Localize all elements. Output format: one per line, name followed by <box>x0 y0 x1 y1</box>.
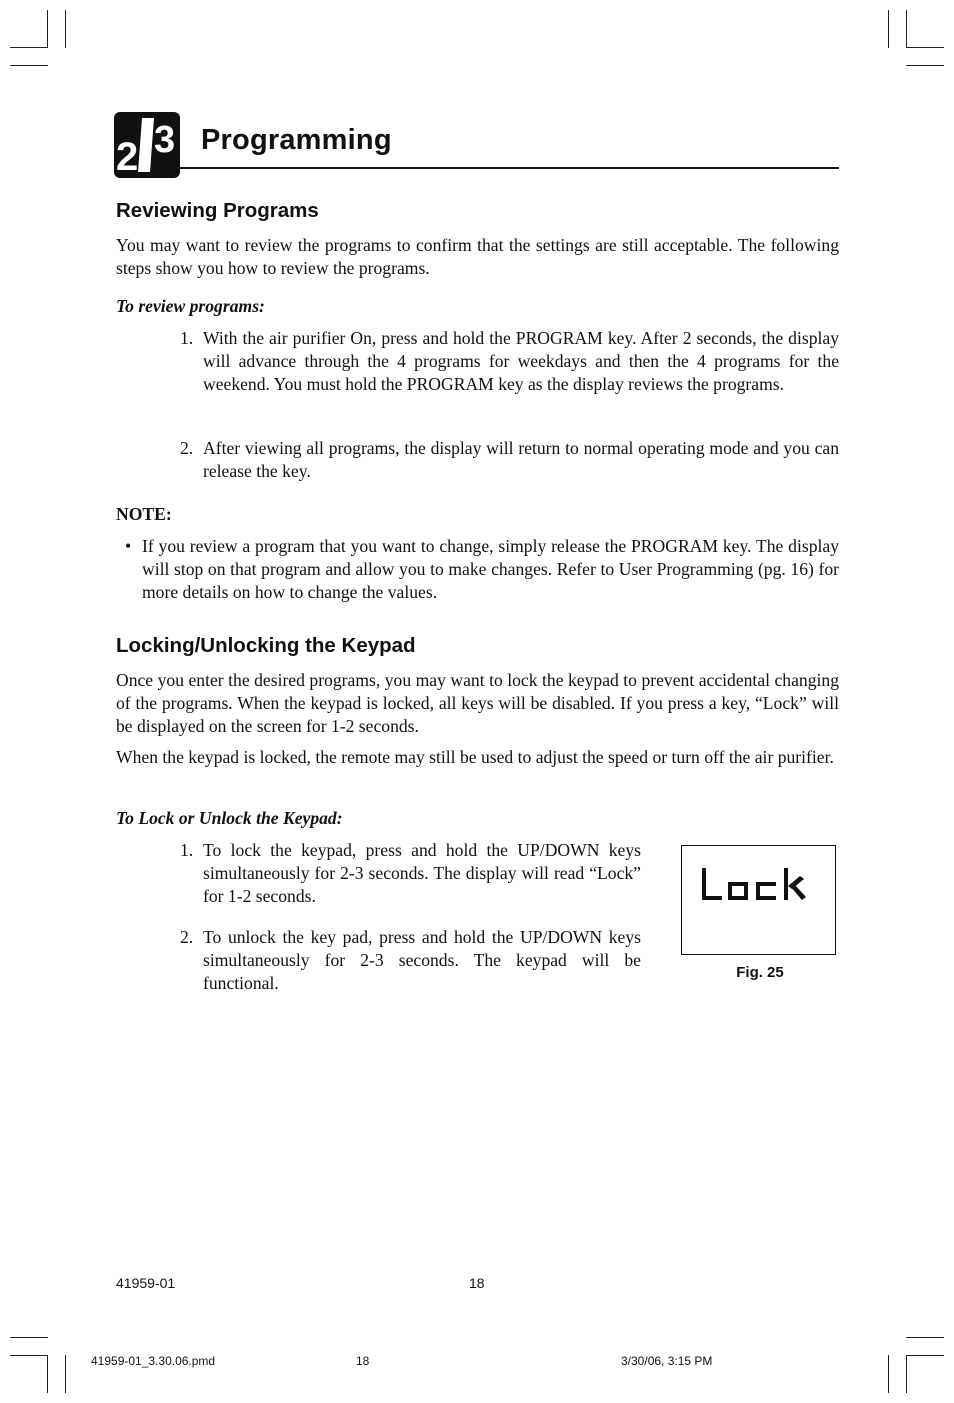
slug-page-number: 18 <box>356 1354 370 1368</box>
lcd-display-figure <box>681 845 836 955</box>
step-number: 2. <box>180 927 194 947</box>
step-text: To unlock the key pad, press and hold the UP/DOWN keys simultaneously for 2-3 seconds. The keypad will be functional. <box>203 927 641 993</box>
locking-para-2: When the keypad is locked, the remote may still be used to adjust the speed or turn off the air purifier. <box>116 747 834 767</box>
slug-date: 3/30/06, 3:15 PM <box>621 1354 713 1368</box>
chapter-digit-right: 3 <box>154 119 176 161</box>
figure-caption: Fig. 25 <box>736 964 784 981</box>
step-text: After viewing all programs, the display will return to normal operating mode and you can release the key. <box>203 438 839 481</box>
review-subheading: To review programs: <box>116 296 265 316</box>
step-number: 1. <box>180 328 194 348</box>
note-label: NOTE: <box>116 504 172 524</box>
chapter-digit-left: 2 <box>116 135 139 178</box>
footer-doc-number: 41959-01 <box>116 1275 176 1291</box>
title-rule <box>180 167 839 169</box>
footer-page-number: 18 <box>469 1275 485 1291</box>
bullet-dot: • <box>125 536 132 556</box>
page-title: Programming <box>201 124 392 156</box>
step-text: With the air purifier On, press and hold the PROGRAM key. After 2 seconds, the display will advance through the 4 programs for weekdays and then the 4 programs for the weekend. You must hold the PROGRAM key as the display reviews the programs. <box>203 328 839 394</box>
note-text: If you review a program that you want to change, simply release the PROGRAM key. The display will stop on that program and allow you to make changes. Refer to User Programming (pg. 16) for more details on how to change the values. <box>142 536 839 602</box>
section-heading-locking: Locking/Unlocking the Keypad <box>116 634 416 657</box>
step-number: 1. <box>180 840 194 860</box>
locking-para-1: Once you enter the desired programs, you may want to lock the keypad to prevent accidental changing of the programs. When the keypad is locked, all keys will be disabled. If you press a key, “Lock” will be displayed on the screen for 1-2 seconds. <box>116 670 839 736</box>
step-text: To lock the keypad, press and hold the UP/DOWN keys simultaneously for 2-3 seconds. The display will read “Lock” for 1-2 seconds. <box>203 840 641 906</box>
lock-subheading: To Lock or Unlock the Keypad: <box>116 808 343 828</box>
section-heading-reviewing: Reviewing Programs <box>116 199 319 222</box>
reviewing-intro: You may want to review the programs to confirm that the settings are still acceptable. The following steps show you how to review the programs. <box>116 235 839 278</box>
step-number: 2. <box>180 438 194 458</box>
lcd-lock-text <box>700 866 810 906</box>
chapter-tab-icon <box>114 112 180 178</box>
slug-file-name: 41959-01_3.30.06.pmd <box>91 1354 216 1368</box>
